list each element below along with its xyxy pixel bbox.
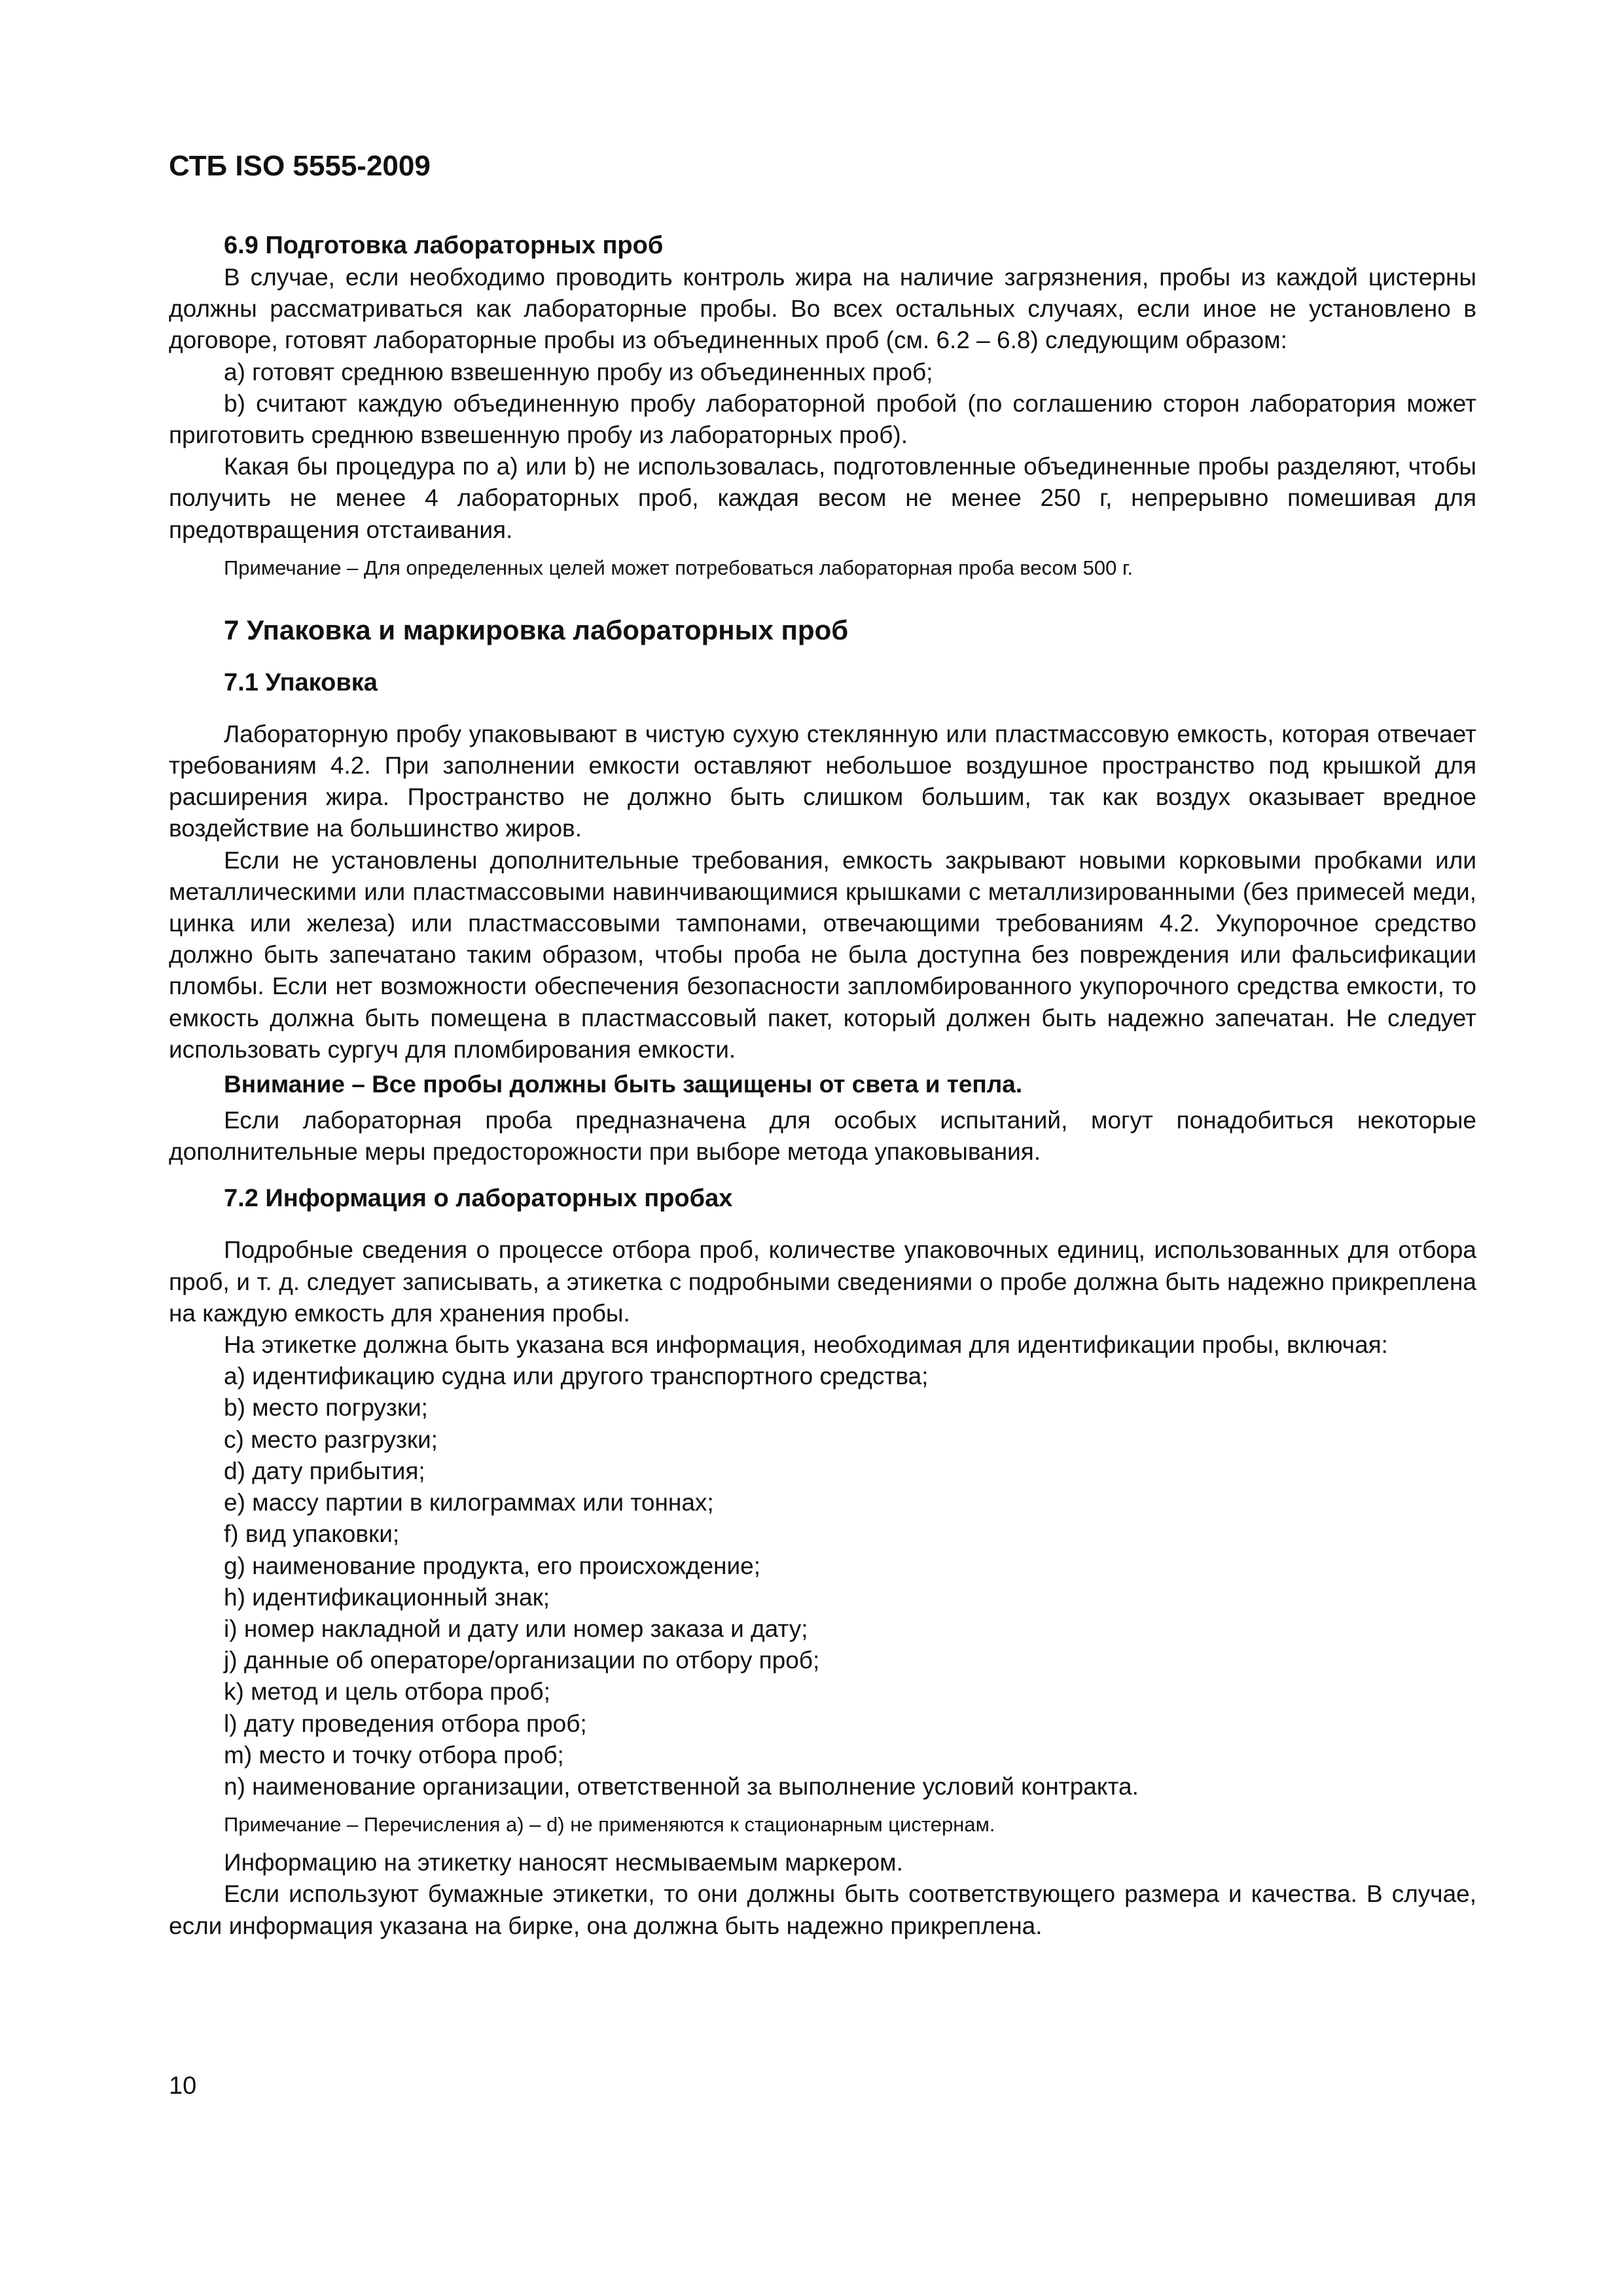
list-item: k) метод и цель отбора проб; <box>224 1678 550 1706</box>
section-7-2-paragraph-3: Информацию на этикетку наносят несмываемым маркером. <box>224 1849 903 1876</box>
section-6-9-paragraph-2: Какая бы процедура по a) или b) не использовалась, подготовленные объединенные пробы разделяют, чтобы получить не менее 4 лабораторных проб, каждая весом не менее 250 г, непрерывно помешивая для предотвращения отстаивания. <box>169 453 1476 543</box>
list-item: n) наименование организации, ответственной за выполнение условий контракта. <box>224 1772 1139 1800</box>
section-7-1-paragraph-3: Если лабораторная проба предназначена для особых испытаний, могут понадобиться некоторые дополнительные меры предосторожности при выборе метода упаковывания. <box>169 1107 1476 1166</box>
section-7-2-paragraph-4: Если используют бумажные этикетки, то они должны быть соответствующего размера и качества. В случае, если информация указана на бирке, она должна быть надежно прикреплена. <box>169 1880 1476 1939</box>
list-item: h) идентификационный знак; <box>224 1583 550 1611</box>
list-item: g) наименование продукта, его происхождение; <box>224 1552 760 1579</box>
document-header: СТБ ISO 5555-2009 <box>169 150 431 182</box>
section-6-9-item-a: a) готовят среднюю взвешенную пробу из объединенных проб; <box>224 358 933 386</box>
list-item: f) вид упаковки; <box>224 1520 400 1548</box>
section-7-1-heading: 7.1 Упаковка <box>224 668 378 696</box>
section-7-1-paragraph-2: Если не установлены дополнительные требования, емкость закрывают новыми корковыми пробками или металлическими или пластмассовыми навинчивающимися крышками с металлизированными (без примесей меди, цинка или железа) или пластмассовыми тампонами, отвечающими требованиям 4.2. Укупорочное средство должно быть запечатано таким образом, чтобы проба не была доступна без повреждения или фальсификации пломбы. Если нет возможности обеспечения безопасности запломбированного укупорочного средства емкости, то емкость должна быть помещена в пластмассовый пакет, который должен быть надежно запечатан. Не следует использовать сургуч для пломбирования емкости. <box>169 846 1476 1063</box>
list-item: m) место и точку отбора проб; <box>224 1741 564 1768</box>
page-number: 10 <box>169 2072 197 2100</box>
list-item: a) идентификацию судна или другого транспортного средства; <box>224 1363 929 1390</box>
section-7-2-paragraph-1: Подробные сведения о процессе отбора проб, количестве упаковочных единиц, использованных для отбора проб, и т. д. следует записывать, а этикетка с подробными сведениями о пробе должна быть надежно прикреплена на каждую емкость для хранения пробы. <box>169 1236 1476 1327</box>
label-info-list <box>169 1361 1476 1803</box>
section-7-2-note: Примечание – Перечисления a) – d) не применяются к стационарным цистернам. <box>224 1813 995 1837</box>
list-item: i) номер накладной и дату или номер заказа и дату; <box>224 1615 808 1642</box>
section-7-2-heading: 7.2 Информация о лабораторных пробах <box>224 1185 733 1213</box>
section-6-9-note: Примечание – Для определенных целей может потребоваться лабораторная проба весом 500 г. <box>224 556 1133 579</box>
section-6-9-paragraph-1: В случае, если необходимо проводить контроль жира на наличие загрязнения, пробы из каждой цистерны должны рассматриваться как лабораторные пробы. Во всех остальных случаях, если иное не установлено в договоре, готовят лабораторные пробы из объединенных проб (см. 6.2 – 6.8) следующим образом: <box>169 264 1476 354</box>
section-6-9-item-b: b) считают каждую объединенную пробу лабораторной пробой (по соглашению сторон лаборатория может приготовить среднюю взвешенную пробу из лабораторных проб). <box>169 389 1476 449</box>
document-page <box>169 149 1476 2113</box>
section-7-1-warning: Внимание – Все пробы должны быть защищены от света и тепла. <box>224 1071 1023 1098</box>
section-7-2-paragraph-2: На этикетке должна быть указана вся информация, необходимая для идентификации пробы, включая: <box>224 1331 1388 1359</box>
list-item: e) массу партии в килограммах или тоннах; <box>224 1489 714 1516</box>
list-item: j) данные об операторе/организации по отбору проб; <box>224 1647 820 1674</box>
section-6-9-heading: 6.9 Подготовка лабораторных проб <box>224 232 664 259</box>
list-item: b) место погрузки; <box>224 1394 428 1422</box>
section-7-1-paragraph-1: Лабораторную пробу упаковывают в чистую сухую стеклянную или пластмассовую емкость, которая отвечает требованиям 4.2. При заполнении емкости оставляют небольшое воздушное пространство под крышкой для расширения жира. Пространство не должно быть слишком большим, так как воздух оказывает вредное воздействие на большинство жиров. <box>169 720 1476 842</box>
section-7-heading: 7 Упаковка и маркировка лабораторных проб <box>224 614 849 645</box>
list-item: c) место разгрузки; <box>224 1426 438 1453</box>
list-item: d) дату прибытия; <box>224 1457 425 1484</box>
list-item: l) дату проведения отбора проб; <box>224 1710 587 1737</box>
